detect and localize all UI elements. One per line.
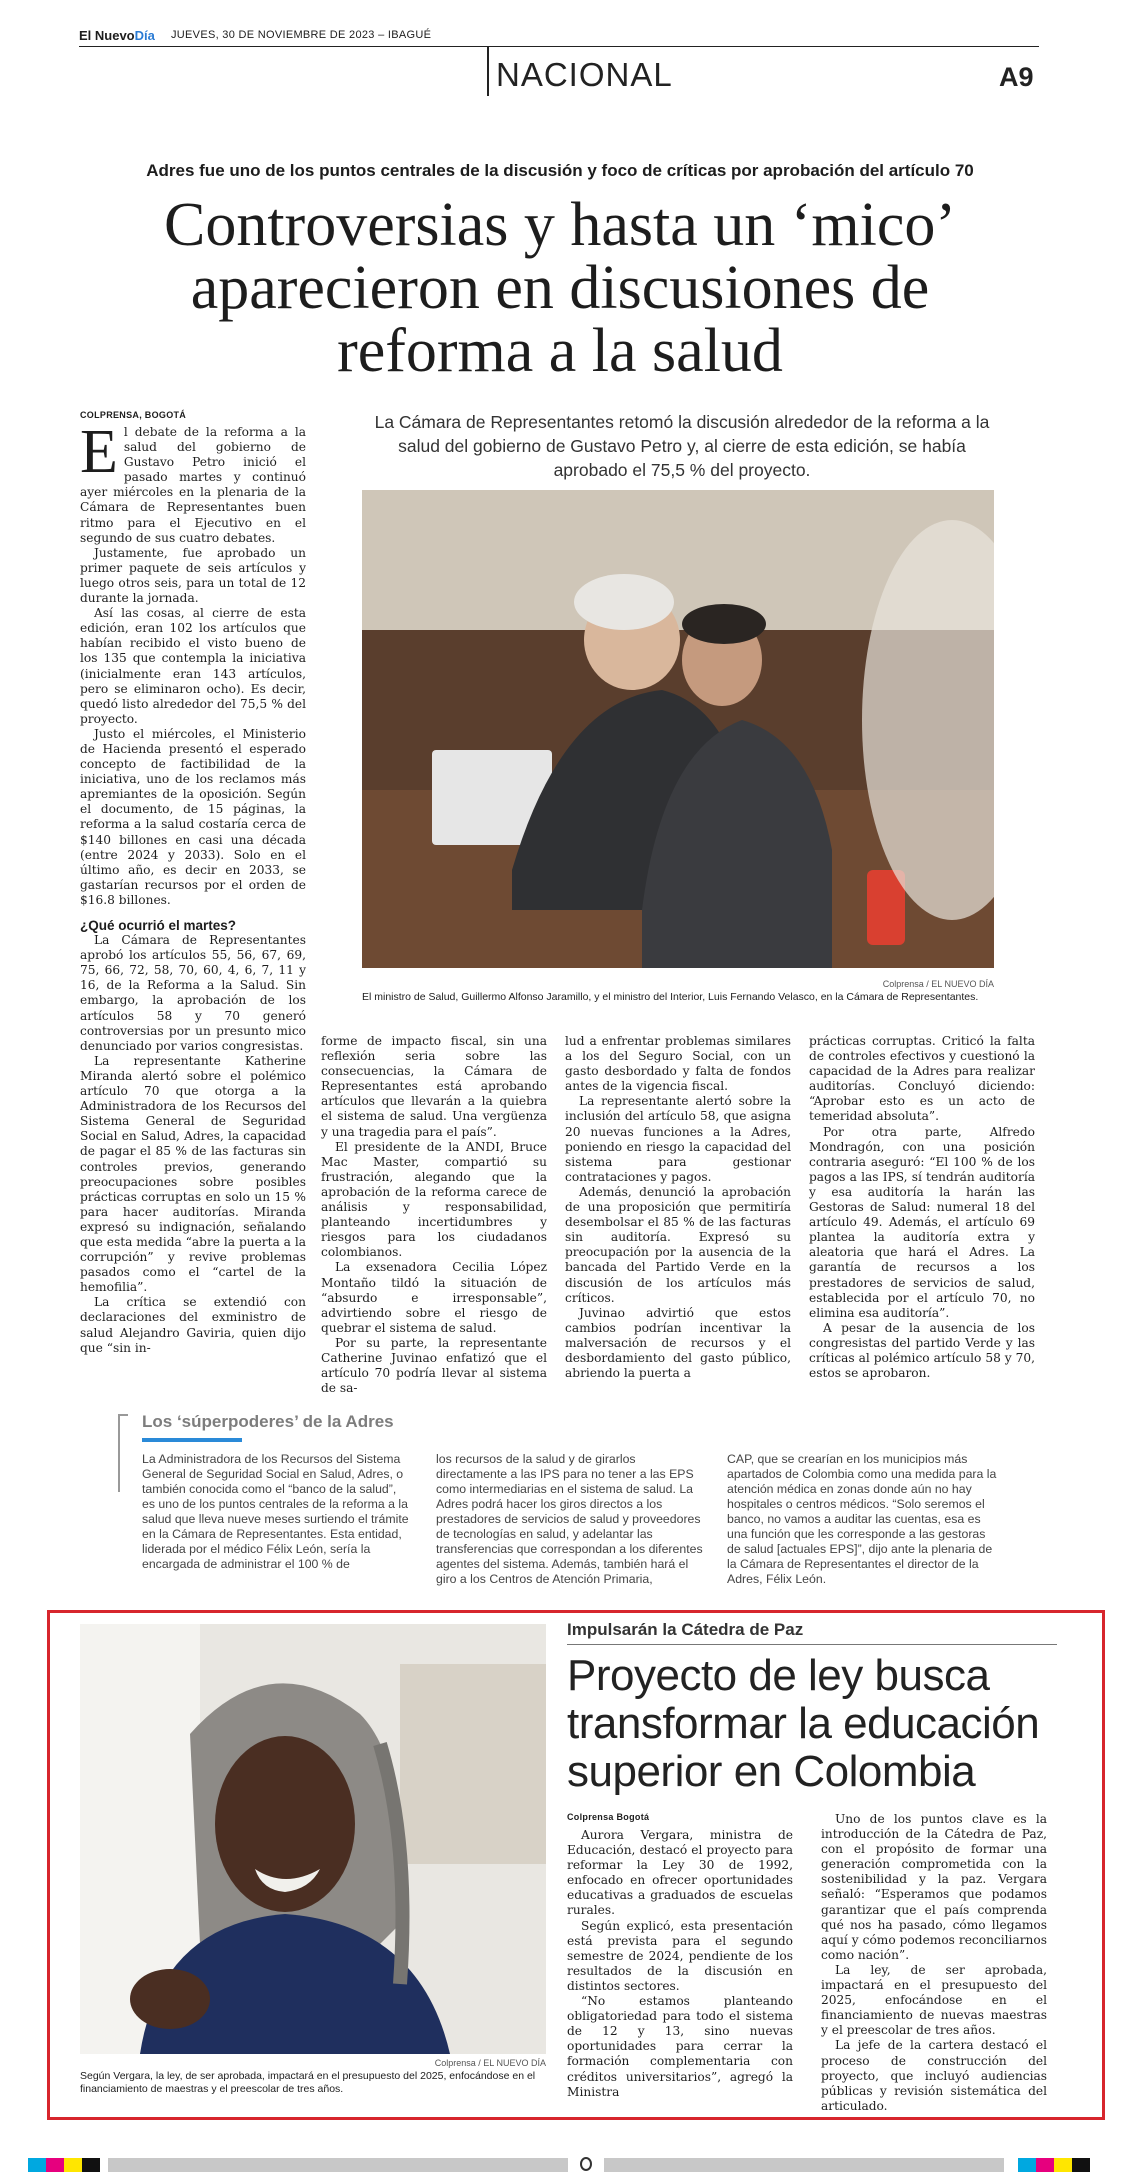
article-headline bbox=[80, 191, 1040, 385]
paragraph: La exsenadora Cecilia López Montaño tildó la situación de “absurdo e irresponsable”, advirtiendo sobre el riesgo de quebrar el sistema de salud. bbox=[321, 1260, 547, 1335]
registration-swatch bbox=[82, 2158, 100, 2172]
paragraph: lud a enfrentar problemas similares a los del Seguro Social, con un gasto desbordado y falta de fondos antes de la vigencia fiscal. bbox=[565, 1034, 791, 1094]
newspaper-logo: El NuevoDía bbox=[79, 28, 155, 43]
subheading: ¿Qué ocurrió el martes? bbox=[80, 918, 237, 933]
paragraph: Aurora Vergara, ministra de Educación, destacó el proyecto para reformar la Ley 30 de 1992, enfocado en ofrecer oportunidades educativas a graduados de escuelas rurales. bbox=[567, 1828, 793, 1918]
feature-headline: Proyecto de ley busca transformar la educación superior en Colombia bbox=[567, 1651, 1040, 1796]
article-column-1 bbox=[80, 418, 306, 1356]
feature-kicker: Impulsarán la Cátedra de Paz bbox=[567, 1620, 804, 1639]
article-column-4 bbox=[809, 1034, 1035, 1381]
article-column-2 bbox=[321, 1034, 547, 1396]
paragraph: “No estamos planteando obligatoriedad para todo el sistema de 12 y 13, sino nuevas oportunidades para cerrar la formación complementaria con créditos universitarios”, agregó la Ministra bbox=[567, 1994, 793, 2099]
paragraph: Así las cosas, al cierre de esta edición, eran 102 los artículos que habían recibido el visto bueno de los 135 que contempla la iniciativa (inicialmente eran 143 artículos, pero se eliminaron ocho). Es decir, quedó listo alrededor del 75,5 % del proyecto. bbox=[80, 606, 306, 726]
photo-caption: El ministro de Salud, Guillermo Alfonso Jaramillo, y el ministro del Interior, Luis Fernando Velasco, en la Cámara de Representantes. bbox=[362, 991, 979, 1003]
sidebar-column-3: CAP, que se crearían en los municipios más apartados de Colombia como una medida para la atención médica en zonas donde aún no hay hospitales o centros médicos. “Solo seremos el banco, no vamos a auditar las cuentas, esa es una función que les corresponde a las gestoras de salud [actuales EPS]”, dijo ante la plenaria de la Cámara de Representantes el director de la Adres, Félix León. bbox=[727, 1452, 997, 1586]
article-byline: COLPRENSA, BOGOTÁ bbox=[80, 410, 187, 420]
paragraph: Según explicó, esta presentación está prevista para el segundo semestre de 2024, pendiente de los resultados de la discusión en distintos sectores. bbox=[567, 1918, 793, 1993]
registration-swatch bbox=[1054, 2158, 1072, 2172]
feature-column-2 bbox=[821, 1812, 1047, 2114]
registration-swatch bbox=[1018, 2158, 1036, 2172]
paragraph: La representante alertó sobre la inclusión del artículo 58, que asigna 20 nuevas funciones a la Adres, poniendo en riesgo la capacidad del sistema para gestionar contrataciones y pagos. bbox=[565, 1094, 791, 1184]
registration-swatch bbox=[604, 2158, 1004, 2172]
print-registration-strip bbox=[28, 2158, 1098, 2172]
paragraph: La crítica se extendió con declaraciones del exministro de salud Alejandro Gaviria, quien dijo que “sin in- bbox=[80, 1295, 306, 1355]
paragraph: La Cámara de Representantes aprobó los artículos 55, 56, 67, 69, 75, 66, 72, 58, 70, 60, 4, 6, 7, 11 y 16, de la Reforma a la Salud. Sin embargo, la aprobación de los artículos 58 y 70 generó controversias por un presunto mico denunciado por varios congresistas. bbox=[80, 933, 306, 1053]
minister-portrait-illustration bbox=[80, 1624, 546, 2054]
paragraph: La jefe de la cartera destacó el proceso de construcción del proyecto, que incluyó audiencias públicas y revisión sistemática del articulado. bbox=[821, 2038, 1047, 2113]
paragraph: La ley, de ser aprobada, impactará en el presupuesto del 2025, enfocándose en el financiamiento de nuevas maestras y el preescolar de tres años. bbox=[821, 1962, 1047, 2038]
paragraph: Por su parte, la representante Catherine Juvinao enfatizó que el artículo 70 podría llevar al sistema de sa- bbox=[321, 1335, 547, 1396]
section-divider bbox=[487, 46, 489, 96]
dateline: JUEVES, 30 DE NOVIEMBRE DE 2023 – IBAGUÉ bbox=[171, 29, 432, 41]
feature-kicker-rule bbox=[567, 1644, 1057, 1645]
sidebar-accent-bar bbox=[142, 1438, 242, 1442]
registration-swatch bbox=[28, 2158, 46, 2172]
registration-swatch bbox=[46, 2158, 64, 2172]
section-label: NACIONAL bbox=[496, 56, 673, 93]
page-number: A9 bbox=[999, 62, 1034, 92]
paragraph: Además, denunció la aprobación de una proposición que permitiría desembolsar el 85 % de las facturas sin auditoría. Expresó su preocupación por la ausencia de la bancada del Partido Verde en la discusión de los artículos más críticos. bbox=[565, 1184, 791, 1305]
paragraph: Juvinao advirtió que estos cambios podrían incentivar la malversación de recursos y el desbordamiento del gasto público, abriendo la puerta a bbox=[565, 1305, 791, 1381]
registration-swatch bbox=[64, 2158, 82, 2172]
crosshair-icon bbox=[580, 2157, 592, 2171]
paragraph: Justo el miércoles, el Ministerio de Hacienda presentó el esperado concepto de factibilidad de la iniciativa, uno de los reclamos más apremiantes de la oposición. Según el documento, de 15 páginas, la reforma a la salud costaría cerca de $140 billones en casi una década (entre 2024 y 2033). Solo en el último año, es decir en 2033, se gastarían recursos por el orden de $16.8 billones. bbox=[80, 726, 306, 907]
sidebar-title: Los ‘súperpoderes’ de la Adres bbox=[142, 1412, 394, 1431]
paragraph: El presidente de la ANDI, Bruce Mac Master, compartió su frustración, alegando que la aprobación de la reforma carece de análisis y responsabilidad, planteando incertidumbres y riesgos para los ciudadanos colombianos. bbox=[321, 1139, 547, 1260]
headline-line: reforma a la salud bbox=[337, 317, 783, 385]
registration-swatch bbox=[108, 2158, 568, 2172]
sidebar-bracket bbox=[118, 1414, 128, 1492]
portrait-caption: Según Vergara, la ley, de ser aprobada, impactará en el presupuesto del 2025, enfocándose en el financiamiento de maestras y el preescolar de tres años. bbox=[80, 2070, 536, 2095]
ministers-photo bbox=[362, 490, 994, 968]
paragraph: Uno de los puntos clave es la introducción de la Cátedra de Paz, con el propósito de formar una generación comprometida con la sostenibilidad y la paz. Vergara señaló: “Esperamos que podamos garantizar que el país comprenda qué nos ha pasado, cómo llegamos aquí y cómo podemos reconciliarnos como nación”. bbox=[821, 1812, 1047, 1962]
article-kicker: Adres fue uno de los puntos centrales de la discusión y foco de críticas por aprobación del artículo 70 bbox=[146, 161, 974, 180]
photo-credit: Colprensa / EL NUEVO DÍA bbox=[882, 979, 994, 989]
article-deck: La Cámara de Representantes retomó la discusión alrededor de la reforma a la salud del gobierno de Gustavo Petro y, al cierre de esta edición, se había aprobado el 75,5 % del proyecto. bbox=[374, 412, 990, 480]
registration-swatch bbox=[1072, 2158, 1090, 2172]
masthead bbox=[79, 28, 1039, 46]
paragraph: Justamente, fue aprobado un primer paquete de seis artículos y luego otros seis, para un total de 12 durante la jornada. bbox=[80, 545, 306, 606]
paragraph: El debate de la reforma a la salud del gobierno de Gustavo Petro inició el pasado martes y continuó ayer miércoles en la plenaria de la Cámara de Representantes buen ritmo para el Ejecutivo en el segundo de sus cuatro debates. bbox=[80, 418, 306, 545]
ministers-photo-illustration bbox=[362, 490, 994, 968]
sidebar-column-2: los recursos de la salud y de girarlos directamente a las IPS para no tener a las EPS como intermediarias en el sistema de salud. La Adres podrá hacer los giros directos a los prestadores de servicios de salud y proveedores de tecnologías en salud, y adelantar las transferencias que correspondan a los diferentes agentes del sistema. Además, también hará el giro a los Centros de Atención Primaria, bbox=[436, 1452, 703, 1586]
paragraph: La representante Katherine Miranda alertó sobre el polémico artículo 70 que otorga a la Administradora de los Recursos del Sistema General de Seguridad Social en Salud, Adres, la capacidad de pagar el 85 % de las facturas sin controles previos, generando preocupaciones sobre posibles prácticas corruptas en solo un 15 % para hacer auditorías. Miranda expresó su indignación, señalando que esta medida “abre la puerta a la corrupción” y revive problemas pasados como el “cartel de la hemofilia”. bbox=[80, 1053, 306, 1295]
headline-line: aparecieron en discusiones de bbox=[190, 254, 930, 322]
feature-byline: Colprensa Bogotá bbox=[567, 1812, 650, 1822]
paragraph: prácticas corruptas. Criticó la falta de controles efectivos y cuestionó la capacidad de la Adres para realizar auditorías. Concluyó diciendo: “Aprobar esto es un acto de temeridad absoluta”. bbox=[809, 1034, 1035, 1124]
feature-column-1 bbox=[567, 1828, 793, 2100]
article-column-3 bbox=[565, 1034, 791, 1381]
paragraph: A pesar de la ausencia de los congresistas del partido Verde y las críticas al polémico artículo 58 y 70, estos se aprobaron. bbox=[809, 1320, 1035, 1381]
registration-swatch bbox=[1036, 2158, 1054, 2172]
headline-line: Controversias y hasta un ‘mico’ bbox=[163, 191, 957, 259]
masthead-rule bbox=[79, 46, 1039, 47]
paragraph: Por otra parte, Alfredo Mondragón, con una posición contraria aseguró: “El 100 % de los pagos a las IPS, sí tendrán auditoría y esa auditoría la harán las Gestoras de Salud: numeral 18 del artículo 49. Además, el artículo 69 plantea la auditoría extra y aleatoria que hará el Adres. La garantía de recursos a los prestadores de servicios de salud, establecida por el artículo 70, no elimina esa auditoría”. bbox=[809, 1124, 1035, 1320]
sidebar-column-1: La Administradora de los Recursos del Sistema General de Seguridad Social en Salud, Adres, o también conocida como el “banco de la salud”, es uno de los puntos centrales de la reforma a la salud que lleva nueve meses surtiendo el trámite en la Cámara de Representantes. Esta entidad, liderada por el médico Félix León, sería la encargada de administrar el 100 % de bbox=[142, 1452, 409, 1571]
drop-cap: E bbox=[80, 418, 118, 486]
minister-portrait-photo bbox=[80, 1624, 546, 2054]
paragraph: forme de impacto fiscal, sin una reflexión seria sobre las consecuencias, la Cámara de Representantes está aprobando artículos que llevarán a la quiebra el sistema de salud. Una vergüenza y una tragedia para el país”. bbox=[321, 1034, 547, 1139]
portrait-credit: Colprensa / EL NUEVO DÍA bbox=[434, 2058, 546, 2068]
